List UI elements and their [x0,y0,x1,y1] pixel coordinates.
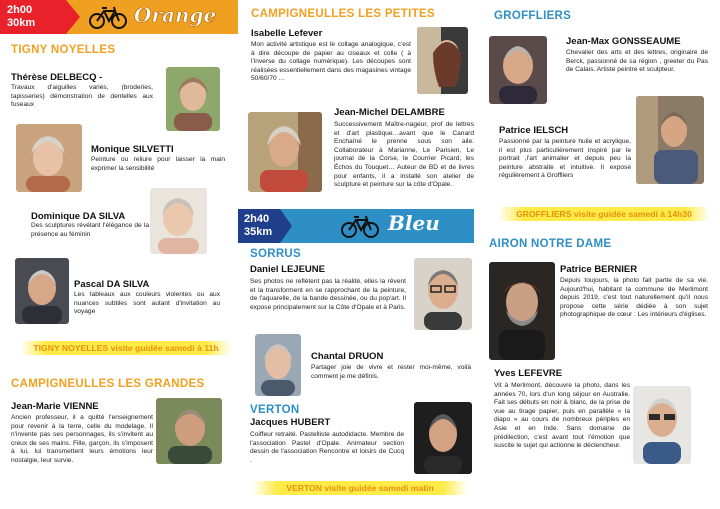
campigneulles-petites-title: CAMPIGNEULLES LES PETITES [251,8,435,20]
person-desc-jean-michel-delambre: Successivement Maître-nageur, prof de lettres et d'art plastique…avant que le Canard Enchaîné le prenne sous son aile. Collaborateur à Marianne, Le Parisien, Le journal de la Corse, le Courrier Picard, les Échos du Touquet… Auteur de BD et de livres pour enfants, il a installé son atelier de sculpture et peinture sur la côte d'Opale. [334,121,474,189]
photo-isabelle-lefever [417,27,468,94]
person-desc-patrice-bernier: Depuis toujours, la photo fait partie de sa vie. Aujourd'hui, habitant la commune de Merlimont depuis 2019, c'est tout naturellement qu'il nous propose cette série dédiée à son sujet photographique de cœur : Les intérieurs d'églises. [560,277,708,319]
photo-patrice-bernier [489,262,555,360]
person-desc-daniel-lejeune: Ses photos ne reflètent pas la réalité, elles la rêvent et la transforment en se rapprochant de la peinture, de l'aquarelle, de la bande dessinée, ou du pop'art. Il expose principalement sur la Côte d'Opale et à Paris. [250,278,406,311]
photo-yves-lefevre [633,386,691,464]
groffliers-visit-badge: GROFFLIERS visite guidée samedi à 14h30 [498,207,710,221]
person-name-pascal-da-silva: Pascal DA SILVA [74,279,150,290]
bleu-distance: 35km [244,226,273,238]
photo-jean-michel-delambre [248,112,322,192]
person-desc-jean-max-gonsseaume: Chevalier des arts et des lettres, originaire de Berck, passionné de sa région , greeter du Pas de Calais. Artiste peintre et sculpteur. [566,49,708,74]
verton-visit-badge: VERTON visite guidée samedi matin [252,481,468,495]
groffliers-title: GROFFLIERS [494,10,572,22]
person-desc-patrice-ielsch: Passionné par la peinture huile et acrylique, il est plus particulièrement inspiré par le portrait ,l'art animalier et depuis peu la peinture abstraite et intuitive. Il expose régulièrement à Groffliers [499,138,631,180]
person-name-daniel-lejeune: Daniel LEJEUNE [250,264,325,275]
photo-pascal-da-silva [15,258,69,324]
person-name-therese-delbecq: Thérèse DELBECQ - [11,72,103,83]
photo-jean-max-gonsseaume [489,36,547,104]
bicycle-icon [88,4,128,30]
tigny-noyelles-title: TIGNY NOYELLES [11,44,116,56]
person-name-jean-michel-delambre: Jean-Michel DELAMBRE [334,107,445,118]
person-desc-jean-marie-vienne: Ancien professeur, il a quitté l'enseignement pour revenir à la terre, celle du modelage. Il n'invente pas ses personnages, ils s'invitent au creux de ses mains. Fille, garçon, ils s'imposent à lui, lui transmettent leurs émotions leur nostalgie, leur survie. [11,414,153,464]
tigny-visit-badge: TIGNY NOYELLES visite guidée samedi à 11h [20,341,232,355]
person-desc-chantal-druon: Partager joie de vivre et rester moi-même, voilà comment je me définis. [311,364,471,380]
person-desc-isabelle-lefever: Mon activité artistique est le collage analogique, c'est à dire découpe de papier au ciseaux et colle ( à l'inverse du collage numérique). Les découpes sont réalisées essentiellement dans des magasines vintage 50/60/70 … [251,41,411,83]
photo-monique-silvetti [16,124,82,192]
bleu-route-label: Bleu [388,211,440,235]
orange-time: 2h00 [7,4,33,16]
person-desc-yves-lefevre: Vit à Merlimont, découvre la photo, dans les années 70, lors d'un long séjour en Australie. Fait ses débuts en noir & blanc, de la prise de vue au tirage papier, puis en parallèle « la diapo » au cours de nombreux périples en Asie et en Inde. Sans domaine de prédilection, c'est avant tout l'émotion que suscite le sujet qui actionne le déclencheur. [494,382,630,450]
person-desc-dominique-da-silva: Des sculptures révélant l'élégance de la présence au féminin [31,222,149,238]
person-name-isabelle-lefever: Isabelle Lefever [251,28,323,39]
person-name-jean-max-gonsseaume: Jean-Max GONSSEAUME [566,36,681,47]
verton-title: VERTON [250,404,300,416]
photo-jacques-hubert [414,402,472,474]
person-name-monique-silvetti: Monique SILVETTI [91,144,174,155]
bicycle-icon [340,213,380,239]
person-desc-monique-silvetti: Peinture ou reliure pour laisser la main exprimer la sensibilité [91,156,225,172]
orange-distance: 30km [7,17,36,29]
sorrus-title: SORRUS [250,248,302,260]
person-name-dominique-da-silva: Dominique DA SILVA [31,211,126,222]
person-name-patrice-bernier: Patrice BERNIER [560,264,638,275]
campigneulles-grandes-title: CAMPIGNEULLES LES GRANDES [11,378,205,390]
photo-chantal-druon [255,334,301,396]
person-name-patrice-ielsch: Patrice IELSCH [499,125,569,136]
person-name-jean-marie-vienne: Jean-Marie VIENNE [11,401,99,412]
airon-notre-dame-title: AIRON NOTRE DAME [489,238,612,250]
person-name-yves-lefevre: Yves LEFEVRE [494,368,563,379]
photo-jean-marie-vienne [156,398,222,464]
person-desc-therese-delbecq: Travaux d'aiguilles variés, (broderies, tapisseries) démonstration de dentelles aux fuseaux [11,84,153,109]
photo-dominique-da-silva [150,188,207,254]
orange-route-label: Orange [134,3,217,27]
photo-daniel-lejeune [414,258,472,330]
person-desc-pascal-da-silva: Les tableaux aux couleurs violentes ou aux nuances subtiles sont autant d'invitation au voyage [74,291,220,316]
bleu-time: 2h40 [244,213,270,225]
person-name-chantal-druon: Chantal DRUON [311,351,384,362]
person-name-jacques-hubert: Jacques HUBERT [250,417,331,428]
photo-therese-delbecq [166,67,220,131]
person-desc-jacques-hubert: Coiffeur retraité. Pastelliste autodidacte. Membre de l'association Pastel d'Opale. Animateur section dessin de l'association Rencontre et loisirs de Cucq . [250,431,404,464]
photo-patrice-ielsch [636,96,704,184]
